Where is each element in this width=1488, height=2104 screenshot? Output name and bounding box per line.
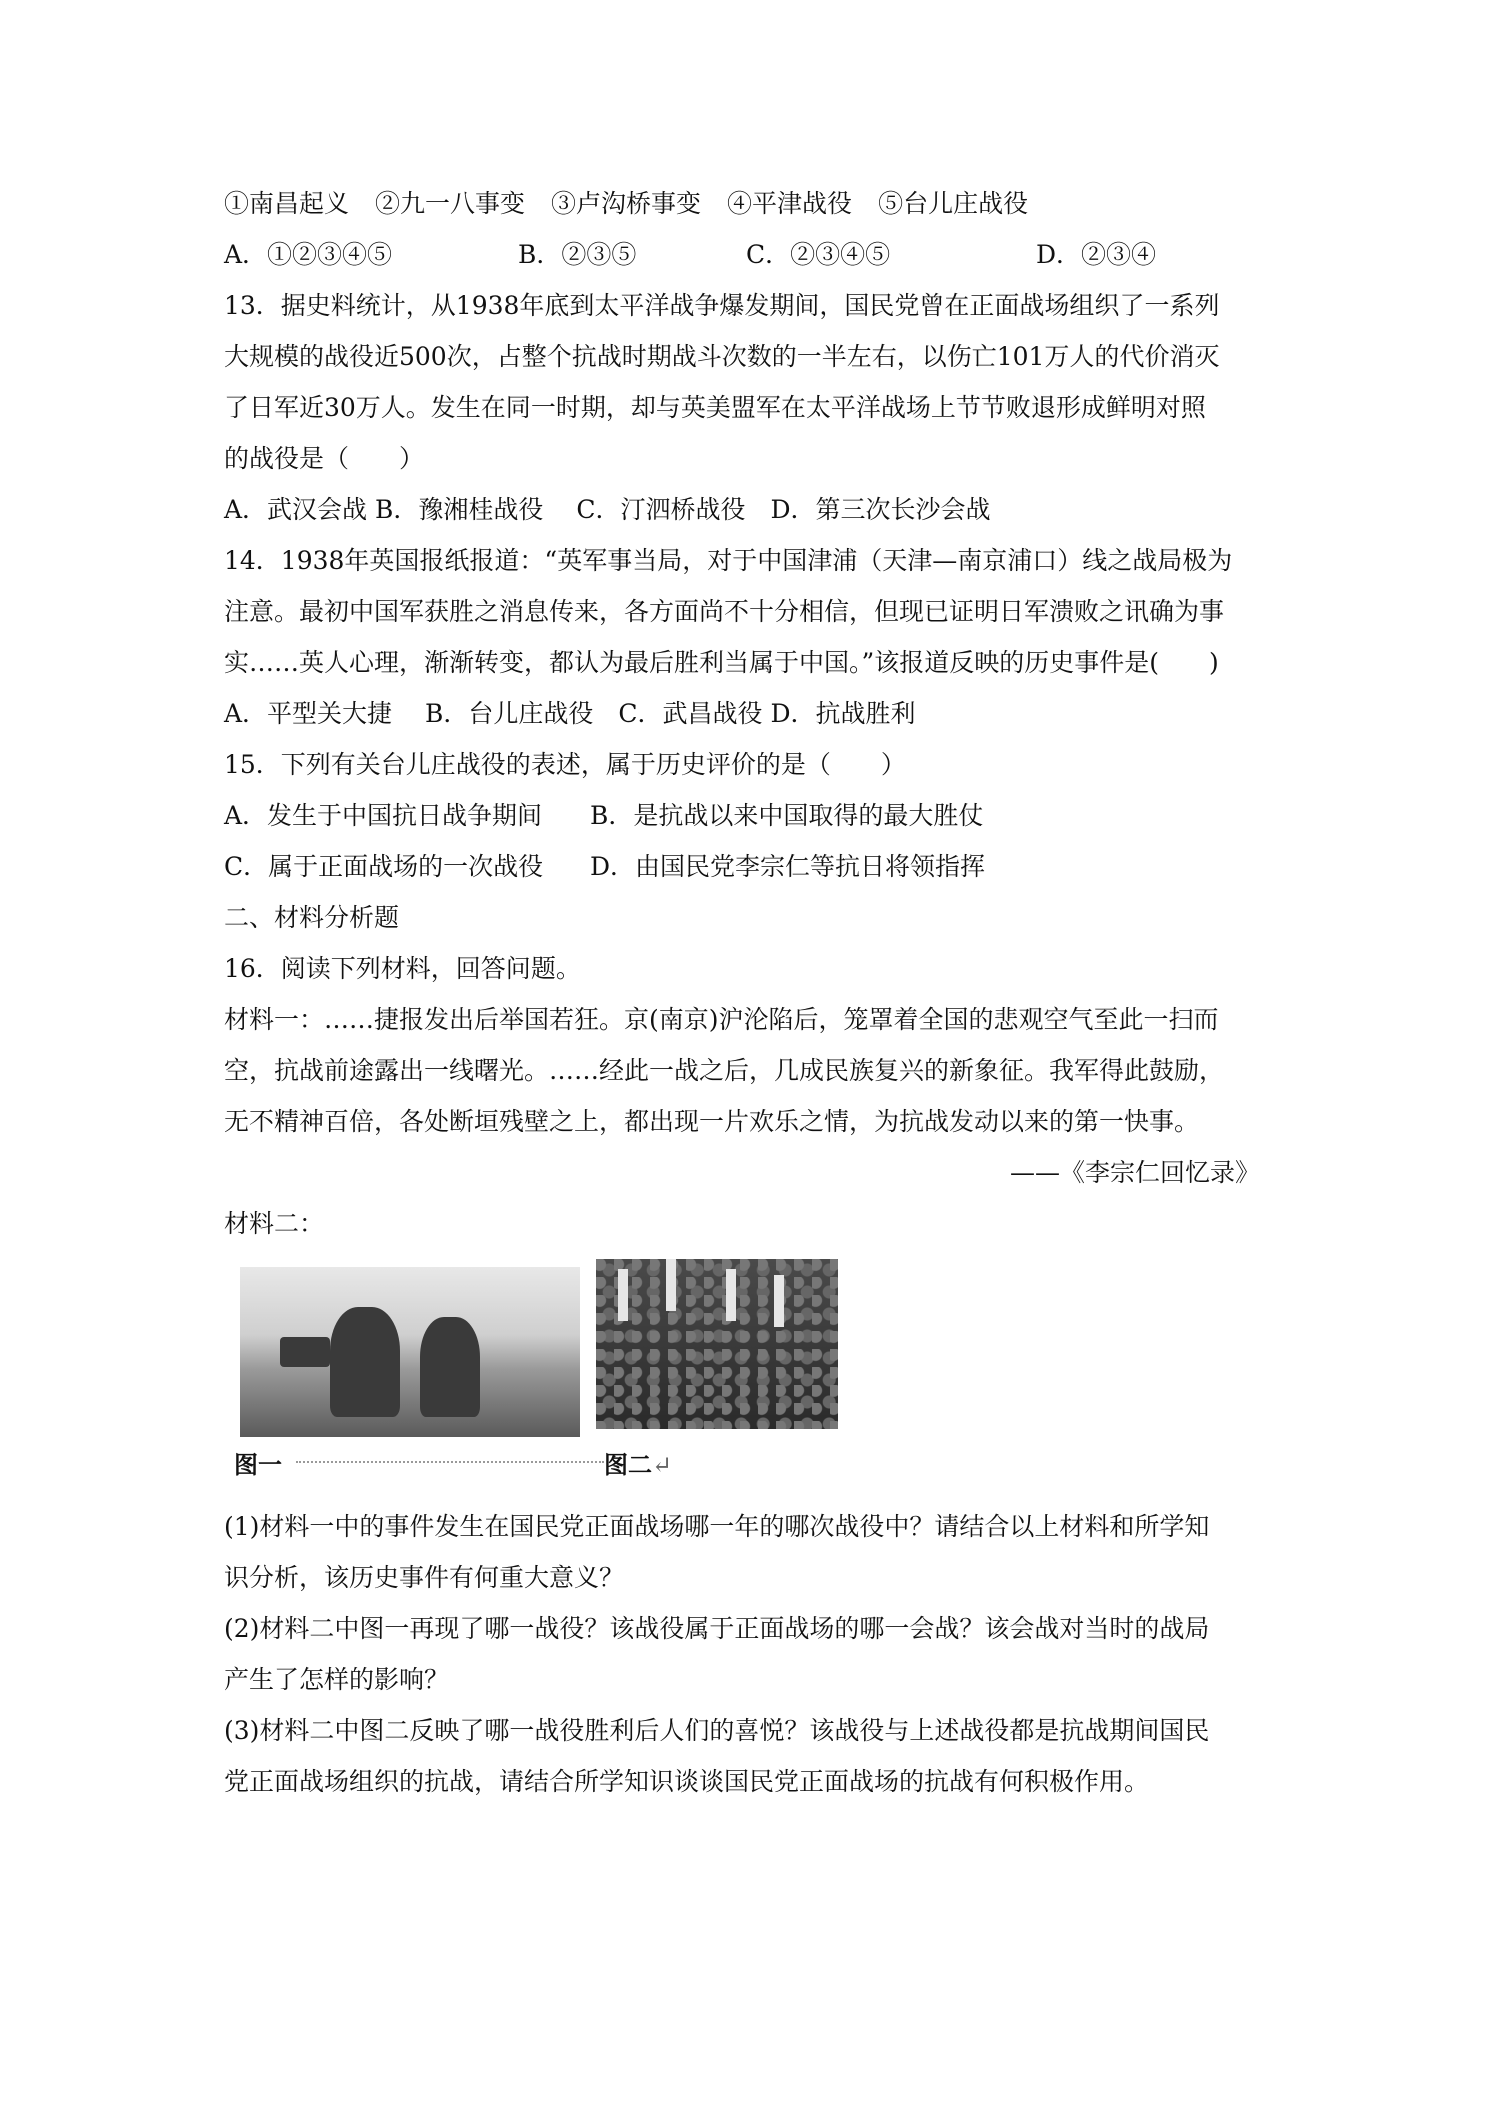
material-one-line: 无不精神百倍，各处断垣残壁之上，都出现一片欢乐之情，为抗战发动以来的第一快事。 bbox=[224, 1107, 1200, 1136]
q16-stem: 16．阅读下列材料，回答问题。 bbox=[224, 954, 581, 983]
material-one-source: ——《李宗仁回忆录》 bbox=[1009, 1158, 1260, 1187]
figure-two-caption bbox=[604, 1445, 672, 1480]
q16-question-line: (1)材料一中的事件发生在国民党正面战场哪一年的哪次战役中？请结合以上材料和所学知 bbox=[224, 1512, 1210, 1541]
q15-option-a: A．发生于中国抗日战争期间 bbox=[224, 801, 543, 830]
q13-line: 13．据史料统计，从1938年底到太平洋战争爆发期间，国民党曾在正面战场组织了一系列 bbox=[224, 291, 1220, 320]
q15-option-d: D．由国民党李宗仁等抗日将领指挥 bbox=[590, 852, 986, 881]
q13-line: 的战役是（ ） bbox=[224, 444, 425, 473]
figure-one-caption: 图一 bbox=[234, 1450, 282, 1479]
banner bbox=[618, 1269, 628, 1321]
q12-option-b: B．②③⑤ bbox=[518, 240, 637, 269]
material-one-line: 空，抗战前途露出一线曙光。……经此一战之后，几成民族复兴的新象征。我军得此鼓励， bbox=[224, 1056, 1225, 1085]
q12-option-d: D．②③④ bbox=[1036, 240, 1157, 269]
soldier-silhouette bbox=[330, 1307, 400, 1417]
material-two-label: 材料二： bbox=[224, 1209, 325, 1238]
q12-item: ②九一八事变 bbox=[375, 189, 526, 218]
q12-item: ④平津战役 bbox=[727, 189, 853, 218]
q16-question-line: (3)材料二中图二反映了哪一战役胜利后人们的喜悦？该战役与上述战役都是抗战期间国民 bbox=[224, 1716, 1210, 1745]
document-content bbox=[224, 178, 1268, 1807]
figure-two-image bbox=[596, 1259, 838, 1429]
caption-dotted-leader bbox=[296, 1461, 604, 1463]
material-one-line: 材料一：……捷报发出后举国若狂。京(南京)沪沦陷后，笼罩着全国的悲观空气至此一扫而 bbox=[224, 1005, 1219, 1034]
q15-options-row bbox=[224, 790, 1268, 841]
q13-line: 大规模的战役近500次，占整个抗战时期战斗次数的一半左右，以伤亡101万人的代价消灭 bbox=[224, 342, 1220, 371]
q12-item: ①南昌起义 bbox=[224, 189, 350, 218]
q12-item: ⑤台儿庄战役 bbox=[878, 189, 1029, 218]
q14-line: 注意。最初中国军获胜之消息传来，各方面尚不十分相信，但现已证明日军溃败之讯确为事 bbox=[224, 597, 1225, 626]
q14-line: 实……英人心理，渐渐转变，都认为最后胜利当属于中国。”该报道反映的历史事件是( ) bbox=[224, 648, 1219, 677]
q16-question-line: 产生了怎样的影响？ bbox=[224, 1665, 450, 1694]
banner bbox=[726, 1269, 736, 1321]
q13-line: 了日军近30万人。发生在同一时期，却与英美盟军在太平洋战场上节节败退形成鲜明对照 bbox=[224, 393, 1206, 422]
q12-options bbox=[224, 229, 1268, 280]
q16-question-line: 识分析，该历史事件有何重大意义？ bbox=[224, 1563, 625, 1592]
q12-stem-items bbox=[224, 178, 1268, 229]
q15-option-b: B．是抗战以来中国取得的最大胜仗 bbox=[590, 801, 984, 830]
q16-question-line: (2)材料二中图一再现了哪一战役？该战役属于正面战场的哪一会战？该会战对当时的战局 bbox=[224, 1614, 1210, 1643]
q15-option-c: C．属于正面战场的一次战役 bbox=[224, 852, 544, 881]
figure-two-caption-text: 图二 bbox=[604, 1450, 652, 1479]
banner bbox=[666, 1259, 676, 1311]
q15-stem: 15．下列有关台儿庄战役的表述，属于历史评价的是（ ） bbox=[224, 750, 906, 779]
q12-item: ③卢沟桥事变 bbox=[551, 189, 702, 218]
return-mark: ↵ bbox=[652, 1451, 673, 1479]
figure-one-image bbox=[240, 1267, 580, 1437]
q15-options-row bbox=[224, 841, 1268, 892]
q14-line: 14．1938年英国报纸报道：“英军事当局，对于中国津浦（天津—南京浦口）线之战局极为 bbox=[224, 546, 1233, 575]
figure-captions bbox=[224, 1445, 884, 1479]
soldier-silhouette bbox=[420, 1317, 480, 1417]
q16-questions bbox=[224, 1501, 1268, 1807]
q12-option-a: A．①②③④⑤ bbox=[224, 240, 393, 269]
q16-question-line: 党正面战场组织的抗战，请结合所学知识谈谈国民党正面战场的抗战有何积极作用。 bbox=[224, 1767, 1150, 1796]
q13-options: A．武汉会战 B．豫湘桂战役 C．汀泗桥战役 D．第三次长沙会战 bbox=[224, 495, 991, 524]
machine-gun-silhouette bbox=[280, 1337, 330, 1367]
section-heading: 二、材料分析题 bbox=[224, 903, 400, 932]
material-two-figures bbox=[224, 1267, 1268, 1481]
q12-option-c: C．②③④⑤ bbox=[746, 240, 891, 269]
q14-options: A．平型关大捷 B．台儿庄战役 C．武昌战役 D．抗战胜利 bbox=[224, 699, 916, 728]
banner bbox=[774, 1275, 784, 1327]
